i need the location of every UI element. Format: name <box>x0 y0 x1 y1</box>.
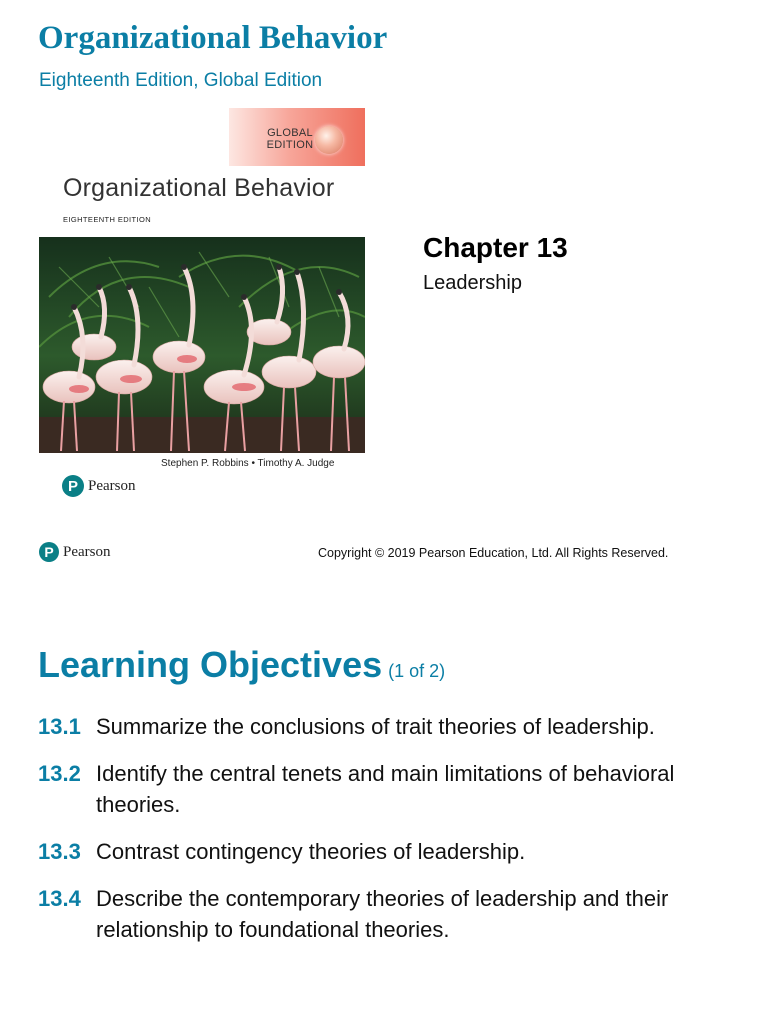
book-cover <box>39 108 365 523</box>
objective-number: 13.4 <box>38 886 81 911</box>
book-edition: Eighteenth Edition, Global Edition <box>39 70 323 91</box>
objective-item <box>38 836 738 867</box>
badge-label: GLOBAL EDITION <box>266 127 314 151</box>
objective-number: 13.1 <box>38 714 81 739</box>
flamingos-photo <box>39 237 365 453</box>
objective-text: Describe the contemporary theories of leadership and their relationship to foundational theories. <box>96 886 669 942</box>
cover-pearson-logo <box>62 475 136 497</box>
objective-text: Contrast contingency theories of leadership. <box>96 839 526 864</box>
objective-text: Identify the central tenets and main limitations of behavioral theories. <box>96 761 675 817</box>
cover-edition: EIGHTEENTH EDITION <box>63 215 152 224</box>
book-title: Organizational Behavior <box>38 20 388 56</box>
objective-number: 13.3 <box>38 839 81 864</box>
chapter-number: Chapter 13 <box>423 232 568 263</box>
global-edition-badge <box>229 108 365 166</box>
cover-authors: Stephen P. Robbins • Timothy A. Judge <box>161 458 335 469</box>
objective-item <box>38 758 738 820</box>
pearson-wordmark: Pearson <box>88 477 136 494</box>
slide-count: (1 of 2) <box>388 661 446 681</box>
pearson-wordmark: Pearson <box>63 543 111 560</box>
chapter-title: Leadership <box>423 272 522 294</box>
pearson-p-icon: P <box>62 475 84 497</box>
objectives-heading <box>38 644 445 686</box>
objectives-title: Learning Objectives <box>38 644 383 685</box>
globe-icon <box>315 126 343 154</box>
objective-text: Summarize the conclusions of trait theories of leadership. <box>96 714 655 739</box>
objectives-list <box>38 711 738 961</box>
objective-number: 13.2 <box>38 761 81 786</box>
pearson-p-icon: P <box>39 542 59 562</box>
copyright-notice: Copyright © 2019 Pearson Education, Ltd. All Rights Reserved. <box>318 546 669 560</box>
objective-item <box>38 883 738 945</box>
footer-pearson-logo <box>39 542 111 562</box>
cover-title: Organizational Behavior <box>63 174 335 202</box>
objective-item <box>38 711 738 742</box>
